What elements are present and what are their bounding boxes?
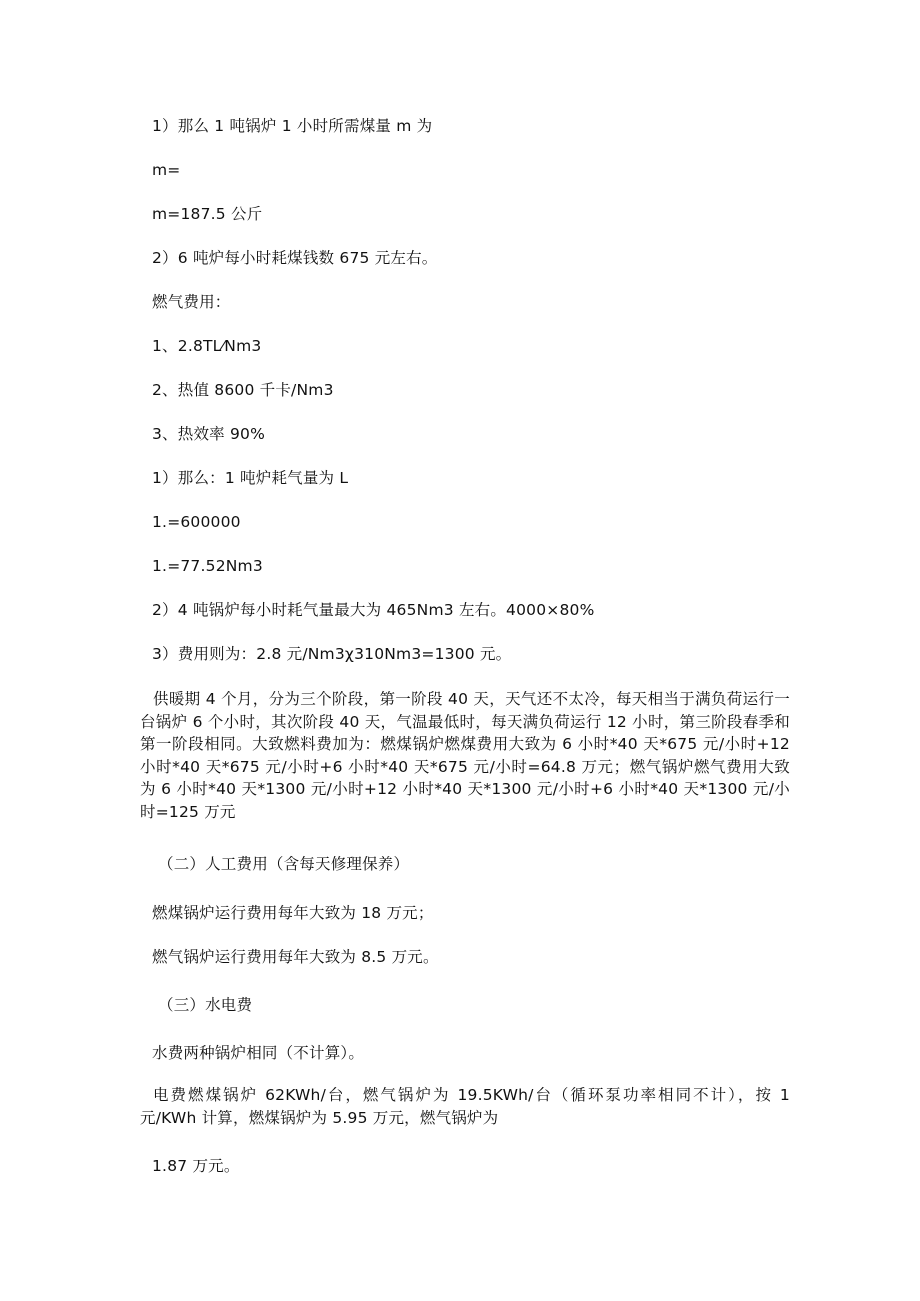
coal-labor-cost-line: 燃煤锅炉运行费用每年大致为 18 万元； (152, 904, 434, 922)
thermal-efficiency-item: 3、热效率 90% (152, 425, 266, 443)
heat-value-item: 2、热值 8600 千卡/Nm3 (152, 381, 334, 399)
gas-volume-result-line: 1.=77.52Nm3 (152, 557, 263, 575)
electricity-result-line: 1.87 万元。 (152, 1157, 240, 1175)
utility-cost-heading: （三）水电费 (158, 996, 253, 1014)
electricity-fee-paragraph: 电费燃煤锅炉 62KWh/台，燃气锅炉为 19.5KWh/台（循环泵功率相同不计），按 1 元/KWh 计算，燃煤锅炉为 5.95 万元，燃气锅炉为 (140, 1086, 790, 1127)
gas-cost-result-line: 3）费用则为：2.8 元/Nm3χ310Nm3=1300 元。 (152, 645, 512, 663)
gas-labor-cost-line: 燃气锅炉运行费用每年大致为 8.5 万元。 (152, 948, 439, 966)
formula-l-line: 1.=600000 (152, 513, 241, 531)
coal-per-hour-line: 1）那么 1 吨锅炉 1 小时所需煤量 m 为 (152, 117, 433, 135)
formula-m-line: m= (152, 161, 181, 179)
coal-mass-result-line: m=187.5 公斤 (152, 205, 263, 223)
labor-cost-heading: （二）人工费用（含每天修理保养） (158, 855, 410, 873)
gas-consumption-line: 1）那么：1 吨炉耗气量为 L (152, 469, 349, 487)
heating-period-paragraph: 供暖期 4 个月，分为三个阶段，第一阶段 40 天，天气还不太冷，每天相当于满负荷运行一台锅炉 6 个小时，其次阶段 40 天，气温最低时，每天满负荷运行 12 小时，第三阶段春季和第一阶段相同。大致燃料费加为：燃煤锅炉燃煤费用大致为 6 小时*40 天*675 元/小时+12 小时*40 天*675 元/小时+6 小时*40 天*675 元/小时=64.8 万元；燃气锅炉燃气费用大致为 6 小时*40 天*1300 元/小时+12 小时*40 天*1300 元/小时+6 小时*40 天*1300 元/小时=125 万元 (140, 690, 790, 821)
coal-cost-line: 2）6 吨炉每小时耗煤钱数 675 元左右。 (152, 249, 438, 267)
water-fee-line: 水费两种锅炉相同（不计算）。 (152, 1044, 365, 1062)
gas-cost-heading: 燃气费用： (152, 293, 231, 311)
gas-price-item: 1、2.8TL⁄Nm3 (152, 337, 262, 355)
max-gas-consumption-line: 2）4 吨锅炉每小时耗气量最大为 465Nm3 左右。4000×80% (152, 601, 595, 619)
